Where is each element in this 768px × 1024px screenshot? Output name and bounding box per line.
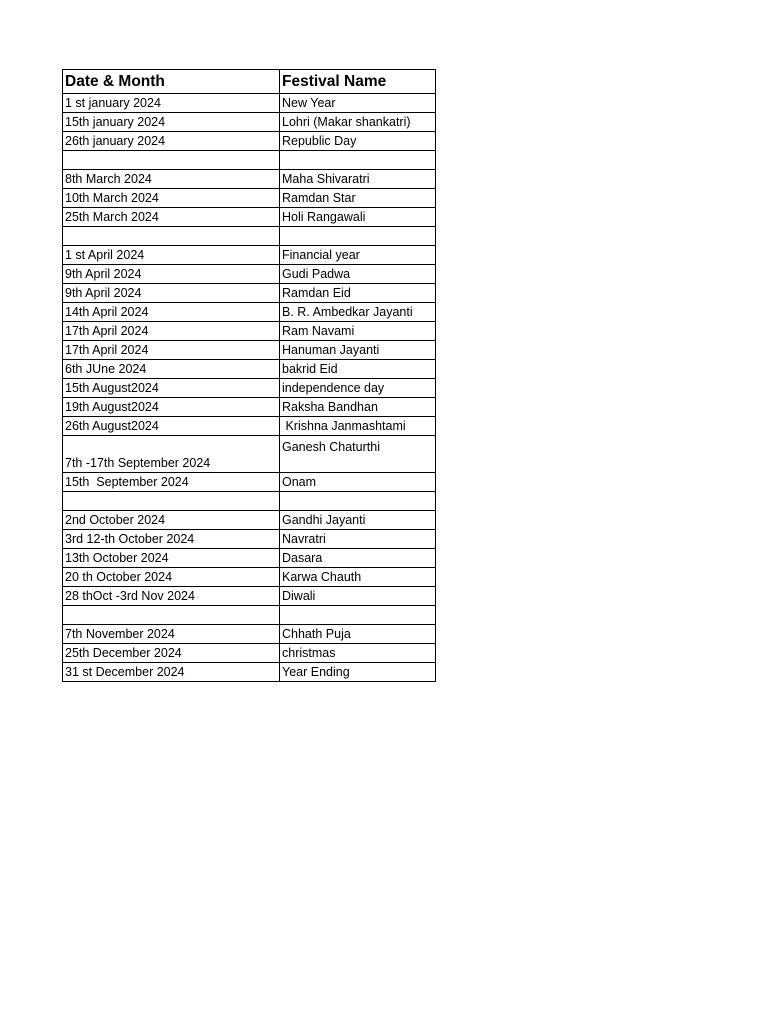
table-header-row xyxy=(63,70,436,94)
festival-cell: New Year xyxy=(280,94,436,113)
festival-cell: Gudi Padwa xyxy=(280,265,436,284)
table-row xyxy=(63,189,436,208)
table-row xyxy=(63,303,436,322)
date-cell: 9th April 2024 xyxy=(63,284,280,303)
table-row xyxy=(63,530,436,549)
table-row xyxy=(63,568,436,587)
table-row xyxy=(63,644,436,663)
festival-cell: independence day xyxy=(280,379,436,398)
festival-cell: Lohri (Makar shankatri) xyxy=(280,113,436,132)
table-row xyxy=(63,341,436,360)
table-row xyxy=(63,587,436,606)
date-cell: 19th August2024 xyxy=(63,398,280,417)
date-cell: 2nd October 2024 xyxy=(63,511,280,530)
date-cell: 13th October 2024 xyxy=(63,549,280,568)
festival-cell: christmas xyxy=(280,644,436,663)
date-cell: 15th September 2024 xyxy=(63,473,280,492)
table-row xyxy=(63,606,436,625)
date-cell: 7th November 2024 xyxy=(63,625,280,644)
date-cell: 15th january 2024 xyxy=(63,113,280,132)
date-cell: 6th JUne 2024 xyxy=(63,360,280,379)
date-cell: 26th january 2024 xyxy=(63,132,280,151)
table-row xyxy=(63,473,436,492)
festival-column-header: Festival Name xyxy=(280,70,436,94)
table-row xyxy=(63,417,436,436)
date-cell: 26th August2024 xyxy=(63,417,280,436)
festival-cell: Gandhi Jayanti xyxy=(280,511,436,530)
table-body xyxy=(63,94,436,682)
table-row xyxy=(63,436,436,455)
festival-cell: Raksha Bandhan xyxy=(280,398,436,417)
table-row xyxy=(63,246,436,265)
table-row xyxy=(63,492,436,511)
table-row xyxy=(63,151,436,170)
date-cell: 20 th October 2024 xyxy=(63,568,280,587)
festival-cell xyxy=(280,492,436,511)
table-row xyxy=(63,379,436,398)
date-cell xyxy=(63,436,280,455)
table-row xyxy=(63,227,436,246)
festival-cell xyxy=(280,454,436,473)
date-cell: 17th April 2024 xyxy=(63,341,280,360)
date-cell: 31 st December 2024 xyxy=(63,663,280,682)
festival-cell: Year Ending xyxy=(280,663,436,682)
table-row xyxy=(63,511,436,530)
date-cell: 25th March 2024 xyxy=(63,208,280,227)
table-row xyxy=(63,208,436,227)
table-row xyxy=(63,625,436,644)
festival-cell: Chhath Puja xyxy=(280,625,436,644)
date-cell xyxy=(63,227,280,246)
date-column-header: Date & Month xyxy=(63,70,280,94)
festival-cell xyxy=(280,151,436,170)
date-cell: 15th August2024 xyxy=(63,379,280,398)
festival-cell xyxy=(280,227,436,246)
date-cell: 1 st April 2024 xyxy=(63,246,280,265)
festival-sheet xyxy=(62,69,436,682)
table-row xyxy=(63,322,436,341)
date-cell: 8th March 2024 xyxy=(63,170,280,189)
date-cell: 14th April 2024 xyxy=(63,303,280,322)
date-cell xyxy=(63,492,280,511)
festival-cell: Republic Day xyxy=(280,132,436,151)
table-row xyxy=(63,398,436,417)
festival-cell: Dasara xyxy=(280,549,436,568)
festival-cell: bakrid Eid xyxy=(280,360,436,379)
table-row xyxy=(63,113,436,132)
table-row xyxy=(63,265,436,284)
festival-cell: Navratri xyxy=(280,530,436,549)
table-row xyxy=(63,132,436,151)
festival-cell: Financial year xyxy=(280,246,436,265)
date-cell xyxy=(63,151,280,170)
festival-cell: Onam xyxy=(280,473,436,492)
date-cell: 10th March 2024 xyxy=(63,189,280,208)
date-cell: 1 st january 2024 xyxy=(63,94,280,113)
festival-cell: Ram Navami xyxy=(280,322,436,341)
festival-table xyxy=(62,69,436,682)
festival-cell: Karwa Chauth xyxy=(280,568,436,587)
table-row xyxy=(63,663,436,682)
festival-cell: Holi Rangawali xyxy=(280,208,436,227)
table-row xyxy=(63,284,436,303)
table-row xyxy=(63,454,436,473)
festival-cell: Ramdan Eid xyxy=(280,284,436,303)
festival-cell: Diwali xyxy=(280,587,436,606)
table-row xyxy=(63,94,436,113)
date-cell: 9th April 2024 xyxy=(63,265,280,284)
date-cell: 7th -17th September 2024 xyxy=(63,454,280,473)
festival-cell: Hanuman Jayanti xyxy=(280,341,436,360)
table-row xyxy=(63,549,436,568)
date-cell: 3rd 12-th October 2024 xyxy=(63,530,280,549)
festival-cell: B. R. Ambedkar Jayanti xyxy=(280,303,436,322)
festival-cell: Maha Shivaratri xyxy=(280,170,436,189)
table-row xyxy=(63,170,436,189)
festival-cell: Krishna Janmashtami xyxy=(280,417,436,436)
date-cell: 17th April 2024 xyxy=(63,322,280,341)
date-cell xyxy=(63,606,280,625)
festival-cell: Ramdan Star xyxy=(280,189,436,208)
table-row xyxy=(63,360,436,379)
date-cell: 25th December 2024 xyxy=(63,644,280,663)
festival-cell xyxy=(280,606,436,625)
festival-cell: Ganesh Chaturthi xyxy=(280,436,436,455)
date-cell: 28 thOct -3rd Nov 2024 xyxy=(63,587,280,606)
